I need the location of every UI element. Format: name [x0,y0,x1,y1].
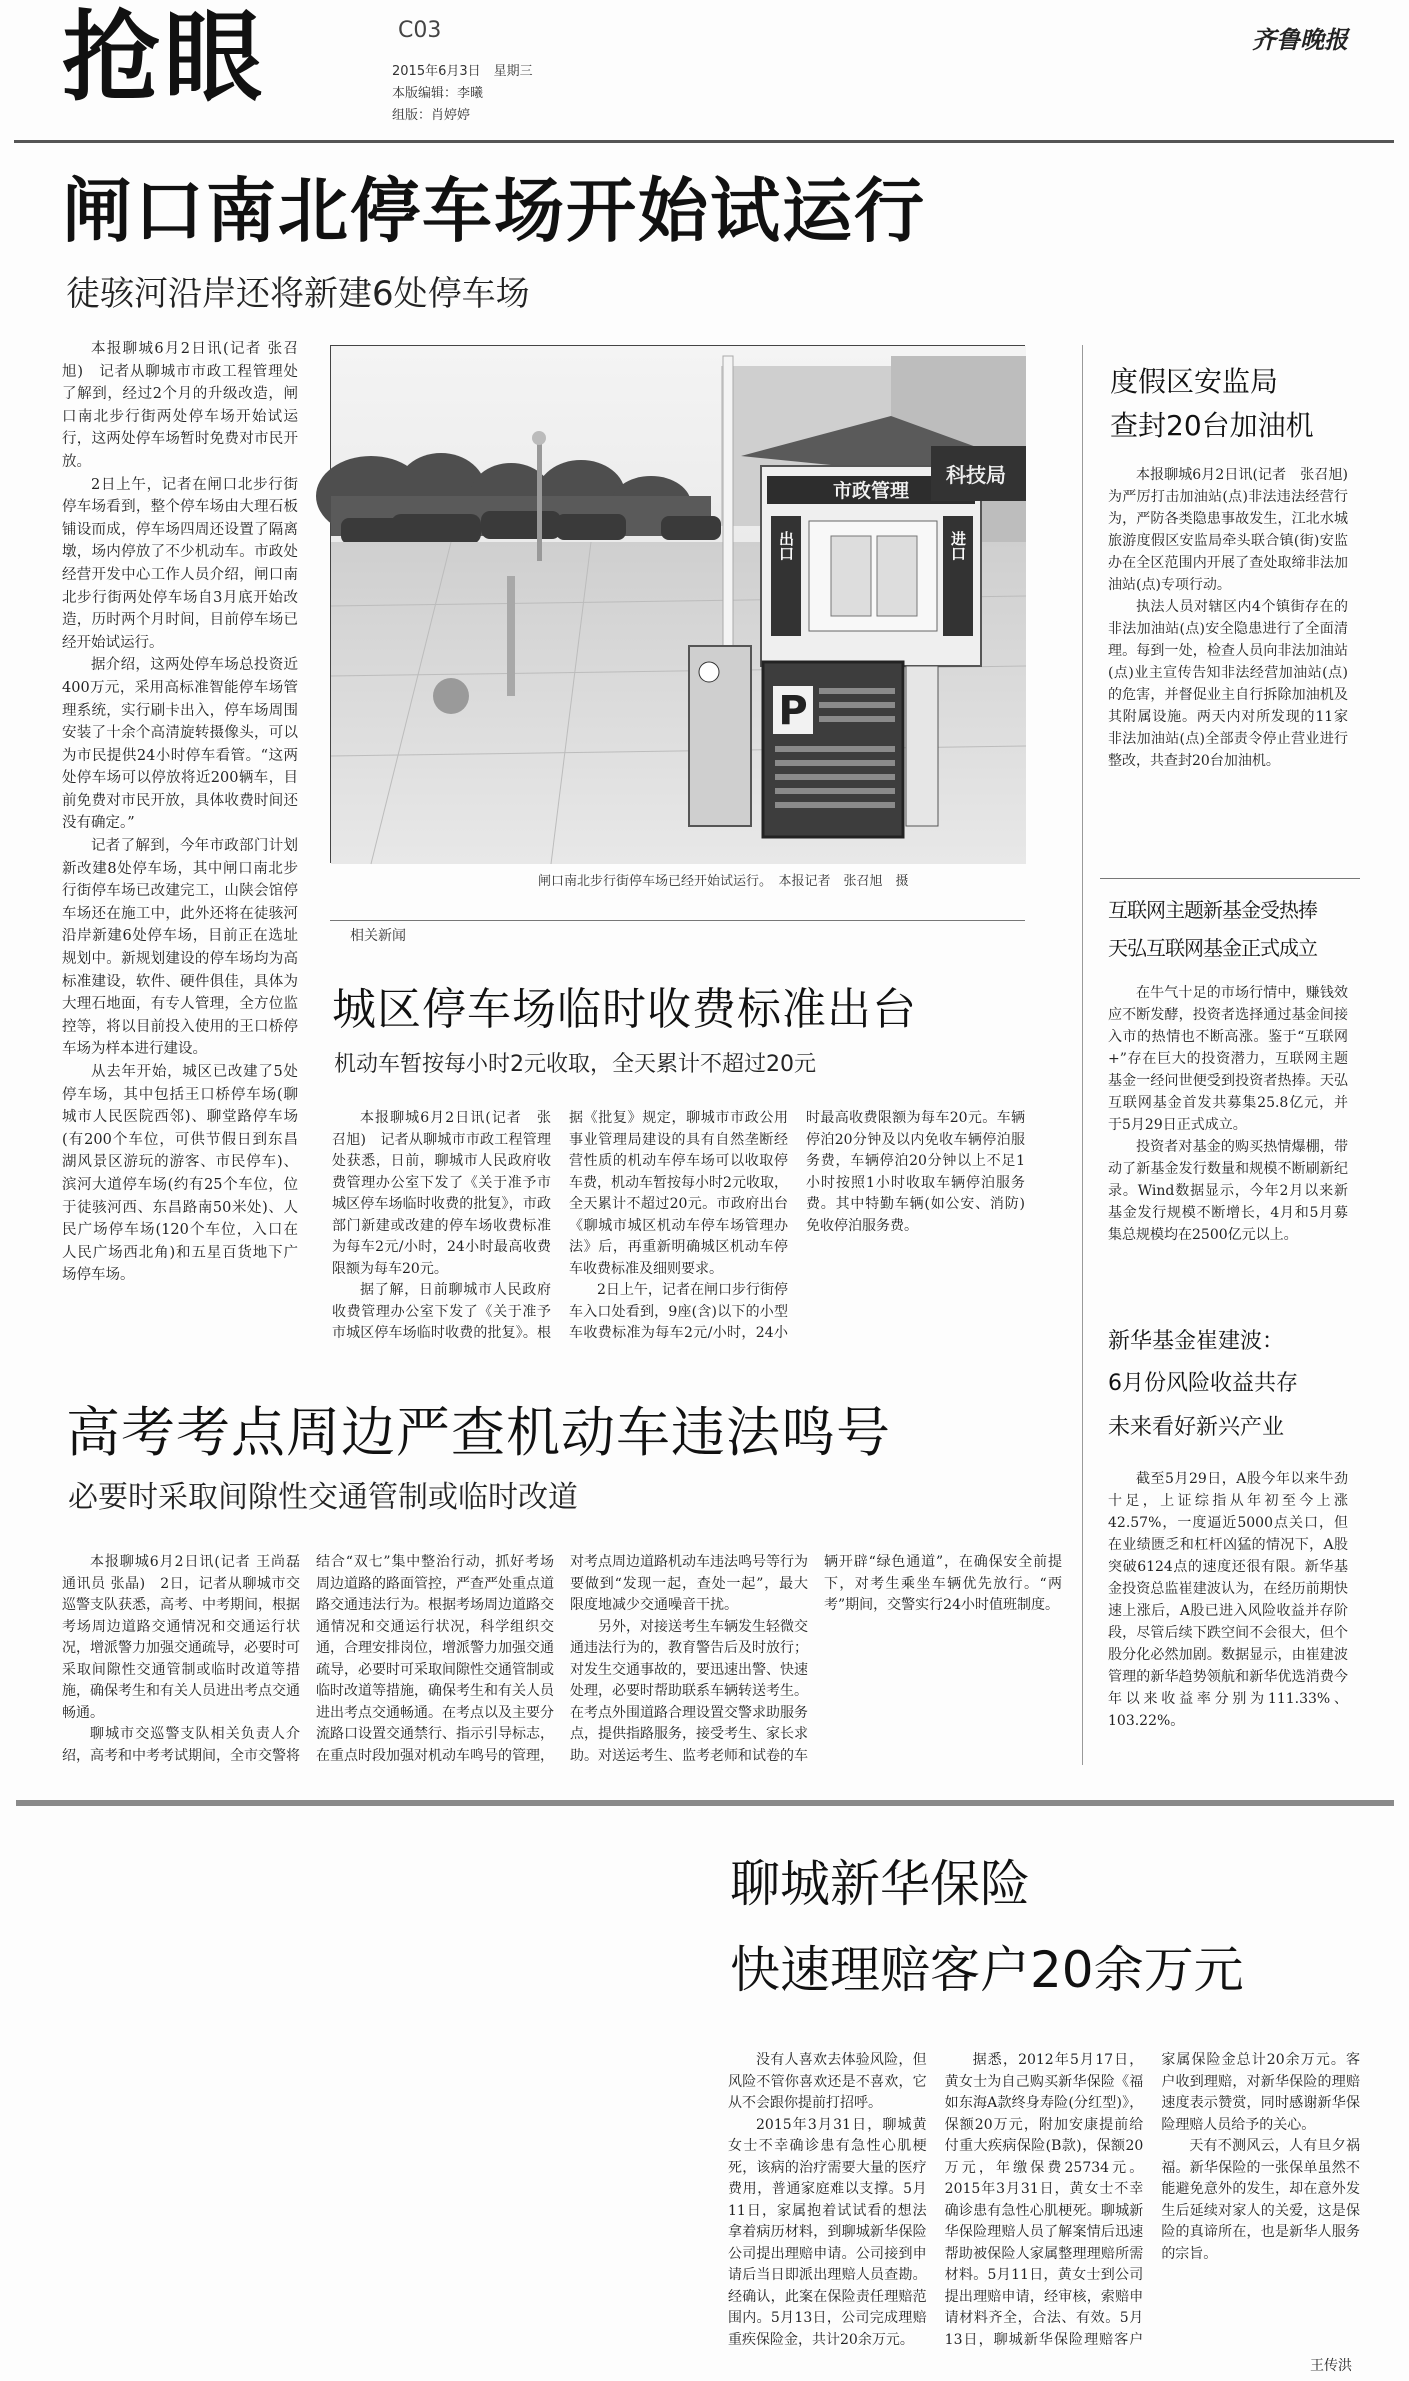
lead-paragraph: 记者了解到，今年市政部门计划新改建8处停车场，其中闸口南北步行街停车场已改建完工，山陕会馆停车场还在施工中，此外还将在徒骇河沿岸新建6处停车场，目前正在选址规划中。新规划建设的停车场均为高标准建设，软件、硬件俱佳，具体为大理石地面，有专人管理，全方位监控等，将以目前投入使用的王口桥停车场为样本进行建设。 [62,838,298,1058]
sidebar2-headline-line1: 互联网主题新基金受热捧 [1108,898,1317,922]
booth-sign: 市政管理 [832,480,910,502]
ad-paragraph: 据悉，2012年5月17日，黄女士为自己购买新华保险《福如东海A款终身寿险(分红型)》，保额20万元，附加安康提前给付重大疾病保险(B款)，保额20万元，年缴保费25734元。2015年3月31日，黄女士不幸确诊患有急性心肌梗死。聊城新华保险理赔人员了解案情后迅速帮助被保险人家属整理理赔所需材料。5月11日，黄女士到公司提出理赔申请，经审核，索赔申请材料齐全，合法、有效。5月13日，聊城新华保险理赔客户家属保险金总计20余万元。客户收到理赔，对新华保险的理赔速度表示赞赏，同时感谢新华保险理赔人员给予的关心。 [944,2052,1360,2348]
sidebar3-body [1108,1468,1348,1758]
related-headline: 城区停车场临时收费标准出台 [332,984,917,1035]
lead-headline: 闸口南北停车场开始试运行 [62,170,926,252]
section-title: 抢眼 [62,1,267,115]
gaokao-paragraph: 另外，对接送考生车辆发生轻微交通违法行为的，教育警告后及时放行；对发生交通事故的，要迅速出警、快速处理，必要时帮助联系车辆转送考生。在考点外围道路合理设置交警求助服务点，提供指路服务，接受考生、家长求助。对送运考生、监考老师和试卷的车辆开辟“绿色通道”，在确保安全前提下，对考生乘坐车辆优先放行。“两考”期间，交警实行24小时值班制度。 [570,1554,1062,1764]
background-sign: 科技局 [946,463,1006,487]
sidebar1-paragraph: 执法人员对辖区内4个镇街存在的非法加油站(点)安全隐患进行了全面清理。每到一处，检查人员向非法加油站(点)业主宣传告知非法经营加油站(点)的危害，并督促业主自行拆除加油机及其附属设施。两天内对所发现的11家非法加油站(点)全部责令停止营业进行整改，共查封20台加油机。 [1108,599,1348,769]
lead-subheadline: 徒骇河沿岸还将新建6处停车场 [66,274,530,314]
lead-paragraph: 从去年开始，城区已改建了5处停车场，其中包括王口桥停车场(聊城市人民医院西邻)、聊堂路停车场(有200个车位，可供节假日到东昌湖风景区游玩的游客、市民停车)、滨河大道停车场(约有25个车位，位于徒骇河西、东昌路南50米处)、人民广场停车场(120个车位，入口在人民广场西北角)和五星百货地下广场停车场。 [62,1064,298,1284]
photo-caption: 闸口南北步行街停车场已经开始试运行。 本报记者 张召旭 摄 [538,874,909,889]
sidebar3-paragraph: 截至5月29日，A股今年以来牛劲十足，上证综指从年初至今上涨42.57%，一度逼近5000点关口，但在业绩匮乏和杠杆凶猛的情况下，A股突破6124点的速度还很有限。新华基金投资总监崔建波认为，在经历前期快速上涨后，A股已进入风险收益并存阶段，尽管后续下跌空间不会很大，但个股分化必然加剧。数据显示，由崔建波管理的新华趋势领航和新华优选消费今年以来收益率分别为111.33%、103.22%。 [1108,1471,1348,1729]
related-byline: 本报聊城6月2日讯(记者 张召旭) 记者从聊城市市政工程管理处获悉，日前，聊城市人民政府收费管理办公室下发了《关于准予市城区停车场临时收费的批复》，市政部门新建或改建的停车场收费标准为每车2元/小时，24小时最高收费限额为每车20元。 [332,1110,551,1277]
ad-paragraph: 没有人喜欢去体验风险，但风险不管你喜欢还是不喜欢，它从不会跟你提前打招呼。 [728,2052,927,2111]
parking-photo-illustration [331,346,1026,864]
sidebar-divider [1082,345,1083,1765]
lead-paragraph: 据介绍，这两处停车场总投资近400万元，采用高标准智能停车场管理系统，实行刷卡出入，停车场周围安装了十余个高清旋转摄像头，可以为市民提供24小时停车看管。“这两处停车场可以停放将近200辆车，目前免费对市民开放，具体收费时间还没有确定。” [62,657,298,832]
sidebar3-headline-line2: 6月份风险收益共存 [1108,1371,1298,1396]
ad-headline-line2: 快速理赔客户20余万元 [730,1941,1244,1999]
lead-paragraph: 2日上午，记者在闸口北步行街停车场看到，整个停车场由大理石板铺设而成，停车场四周还设置了隔离墩，场内停放了不少机动车。市政处经营开发中心工作人员介绍，闸口南北步行街两处停车场自3月底开始改造，历时两个月时间，目前停车场已经开始试运行。 [62,476,298,651]
bottom-section-rule [16,1800,1394,1806]
lead-body [62,338,298,1338]
paper-logo: 齐鲁晚报 [1252,25,1348,54]
lead-photo [330,345,1025,863]
ad-paragraph: 天有不测风云，人有旦夕祸福。新华保险的一张保单虽然不能避免意外的发生，却在意外发生后延续对家人的关爱，这是保险的真谛所在，也是新华人服务的宗旨。 [1161,2138,1360,2262]
related-rule [330,920,1025,921]
related-paragraph: 据了解，日前聊城市人民政府收费管理办公室下发了《关于准予市城区停车场临时收费的批复》。根据《批复》规定，聊城市市政公用事业管理局建设的具有自然垄断经营性质的机动车停车场可以收取停车费，机动车暂按每小时2元收取，全天累计不超过20元。市政府出台《聊城市城区机动车停车场管理办法》后，再重新明确城区机动车停车收费标准及细则要求。 [332,1110,788,1341]
ad-headline-line1: 聊城新华保险 [730,1855,1030,1913]
masthead-rule [14,140,1394,143]
editor-line: 本版编辑：李曦 [392,86,484,101]
exit-label: 出口 [777,531,795,561]
date-line: 2015年6月3日 星期三 [392,64,533,79]
gaokao-paragraph: 聊城市交巡警支队相关负责人介绍，高考和中考考试期间，全市交警将结合“双七”集中整治行动，抓好考场周边道路的路面管控，严查严处重点道路交通违法行为。根据考场周边道路交通情况和交通运行状况，科学组织交通，合理安排岗位，增派警力加强交通疏导，必要时可采取间隙性交通管制或临时改道等措施，确保考生和有关人员进出考点交通畅通。在考点以及主要分流路口设置交通禁行、指示引导标志，在重点时段加强对机动车鸣号的管理，对考点周边道路机动车违法鸣号等行为要做到“发现一起，查处一起”，最大限度地减少交通噪音干扰。 [62,1554,808,1764]
sidebar-rule-1 [1100,878,1360,879]
sidebar1-body [1108,464,1362,860]
gaokao-headline: 高考考点周边严查机动车违法鸣号 [66,1401,891,1464]
related-paragraph: 2日上午，记者在闸口步行街停车入口处看到，9座(含)以下的小型车收费标准为每车2元/小时，24小时最高收费限额为每车20元。车辆停泊20分钟及以内免收车辆停泊服务费，车辆停泊20分钟以上不足1小时按照1小时收取车辆停泊服务费。其中特勤车辆(如公安、消防)免收停泊服务费。 [569,1110,1025,1341]
sidebar1-headline-line1: 度假区安监局 [1110,365,1279,398]
related-body [332,1108,1025,1358]
masthead [0,0,1409,140]
gaokao-byline: 本报聊城6月2日讯(记者 王尚磊 通讯员 张晶) 2日，记者从聊城市交巡警支队获悉，高考、中考期间，根据考场周边道路交通情况和交通运行状况，增派警力加强交通疏导，必要时可采取间隙性交通管制或临时改道等措施，确保考生和有关人员进出考点交通畅通。 [62,1554,314,1721]
ad-body [728,2050,1360,2360]
sidebar3-headline-line1: 新华基金崔建波： [1108,1329,1285,1354]
related-subheadline: 机动车暂按每小时2元收取，全天累计不超过20元 [334,1052,816,1077]
layout-line: 组版：肖婷婷 [392,108,471,123]
sidebar1-byline: 本报聊城6月2日讯(记者 张召旭) 为严厉打击加油站(点)非法违法经营行为，严防各类隐患事故发生，江北水城旅游度假区安监局牵头联合镇(街)安监办在全区范围内开展了查处取缔非法加油站(点)专项行动。 [1108,467,1362,593]
parking-letter: P [778,688,808,734]
sidebar1-headline-line2: 查封20台加油机 [1110,409,1314,442]
page-number: C03 [398,18,442,43]
entry-label: 进口 [949,531,967,561]
sidebar2-headline-line2: 天弘互联网基金正式成立 [1108,936,1317,960]
related-label: 相关新闻 [350,928,406,944]
sidebar2-body [1108,982,1348,1312]
sidebar2-paragraph: 在牛气十足的市场行情中，赚钱效应不断发酵，投资者选择通过基金间接入市的热情也不断高涨。鉴于“互联网+”存在巨大的投资潜力，互联网主题基金一经问世便受到投资者热捧。天弘互联网基金首发共募集25.8亿元，并于5月29日正式成立。 [1108,985,1348,1133]
ad-paragraph: 2015年3月31日，聊城黄女士不幸确诊患有急性心肌梗死，该病的治疗需要大量的医疗费用，普通家庭难以支撑。5月11日，家属抱着试试看的想法拿着病历材料，到聊城新华保险公司提出理赔申请。公司接到申请后当日即派出理赔人员查勘。经确认，此案在保险责任理赔范围内。5月13日，公司完成理赔重疾保险金，共计20余万元。 [728,2116,927,2348]
sidebar3-headline-line3: 未来看好新兴产业 [1108,1415,1285,1440]
gaokao-body [62,1552,1062,1776]
sidebar2-paragraph: 投资者对基金的购买热情爆棚，带动了新基金发行数量和规模不断刷新纪录。Wind数据显示，今年2月以来新基金发行规模不断增长，4月和5月募集总规模均在2500亿元以上。 [1108,1139,1348,1243]
ad-author: 王传洪 [1310,2358,1352,2374]
gaokao-subheadline: 必要时采取间隙性交通管制或临时改道 [68,1480,578,1515]
lead-byline: 本报聊城6月2日讯(记者 张召旭) 记者从聊城市市政工程管理处了解到，经过2个月的升级改造，闸口南北步行街两处停车场开始试运行，这两处停车场暂时免费对市民开放。 [62,341,298,470]
